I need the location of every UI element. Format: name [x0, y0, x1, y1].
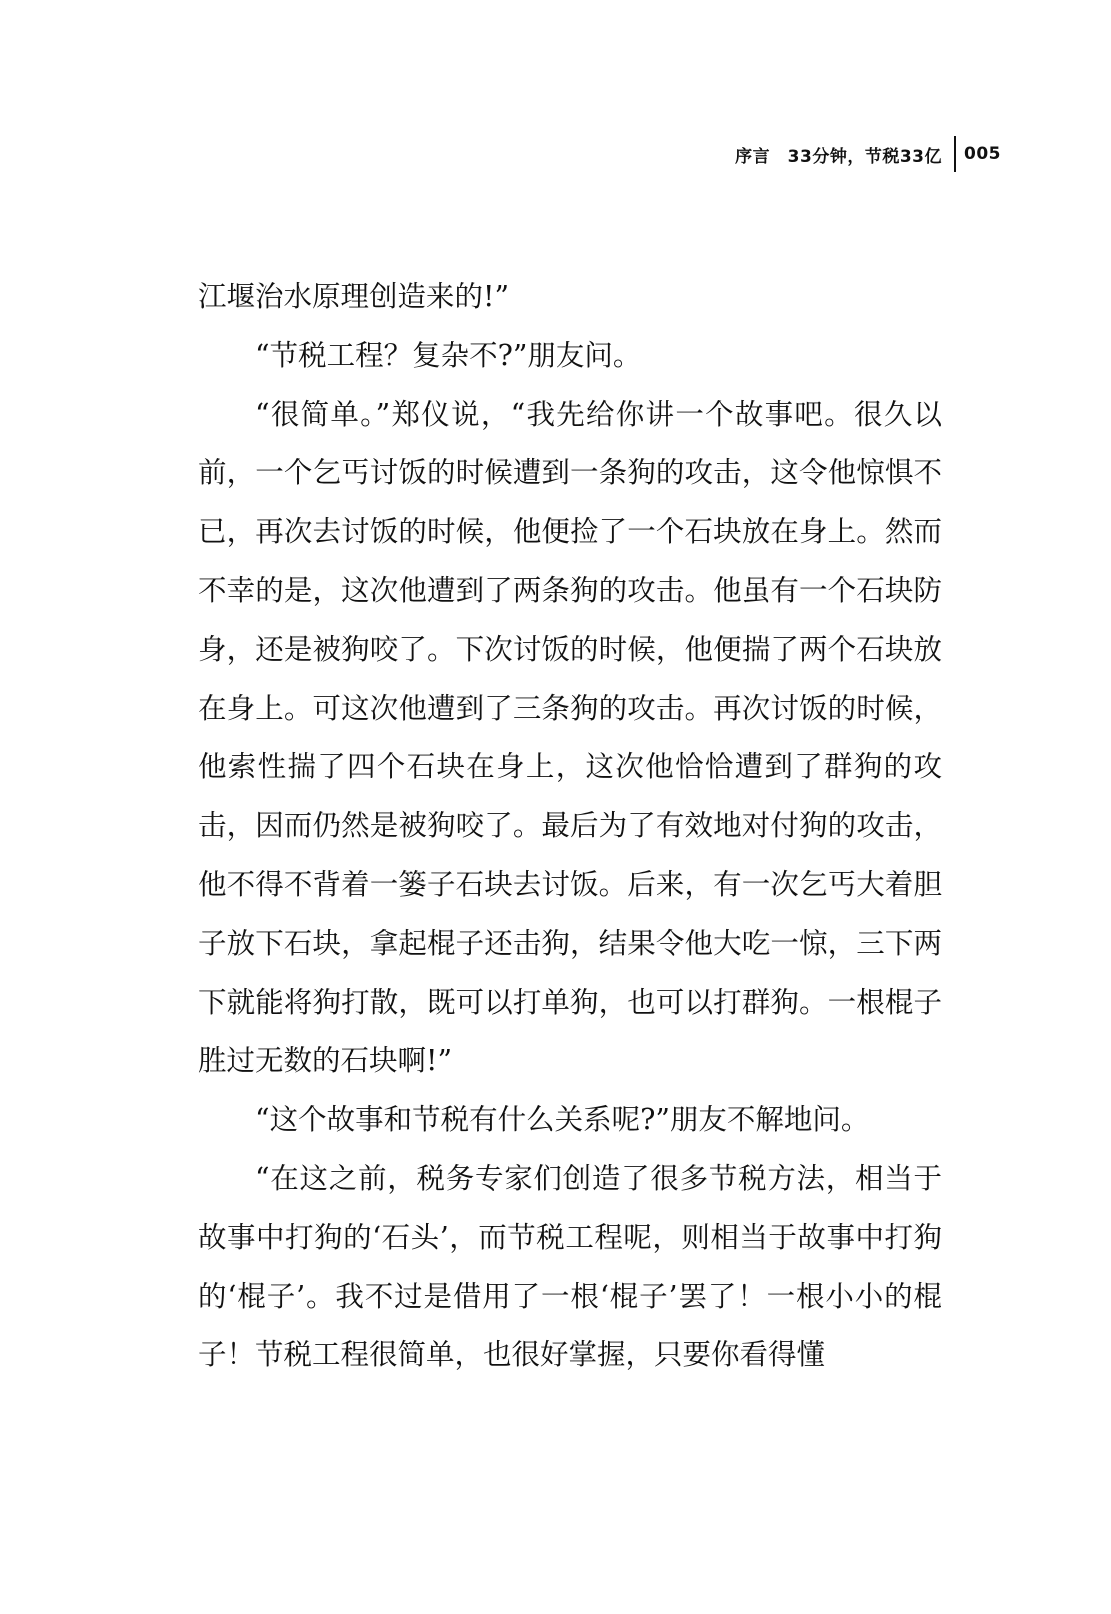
- running-header: [735, 136, 1001, 172]
- body-text: [198, 268, 942, 1385]
- page-number: 005: [964, 144, 1001, 164]
- paragraph: “很简单。”郑仪说，“我先给你讲一个故事吧。很久以前，一个乞丐讨饭的时候遭到一条狗的攻击，这令他惊惧不已，再次去讨饭的时候，他便捡了一个石块放在身上。然而不幸的是，这次他遭到了两条狗的攻击。他虽有一个石块防身，还是被狗咬了。下次讨饭的时候，他便揣了两个石块放在身上。可这次他遭到了三条狗的攻击。再次讨饭的时候，他索性揣了四个石块在身上，这次他恰恰遭到了群狗的攻击，因而仍然是被狗咬了。最后为了有效地对付狗的攻击，他不得不背着一篓子石块去讨饭。后来，有一次乞丐大着胆子放下石块，拿起棍子还击狗，结果令他大吃一惊，三下两下就能将狗打散，既可以打单狗，也可以打群狗。一根棍子胜过无数的石块啊!”: [198, 397, 942, 1078]
- paragraph-continued: 江堰治水原理创造来的!”: [198, 280, 510, 313]
- paragraph: “节税工程？复杂不?”朋友问。: [255, 338, 642, 372]
- paragraph: “这个故事和节税有什么关系呢?”朋友不解地问。: [255, 1103, 870, 1137]
- paragraph: “在这之前，税务专家们创造了很多节税方法，相当于故事中打狗的‘石头’，而节税工程呢，则相当于故事中打狗的‘棍子’。我不过是借用了一根‘棍子’罢了！一根小小的棍子！节税工程很简单，也很好掌握，只要你看得懂: [198, 1161, 942, 1372]
- chapter-title: 序言 33分钟，节税33亿: [735, 146, 942, 167]
